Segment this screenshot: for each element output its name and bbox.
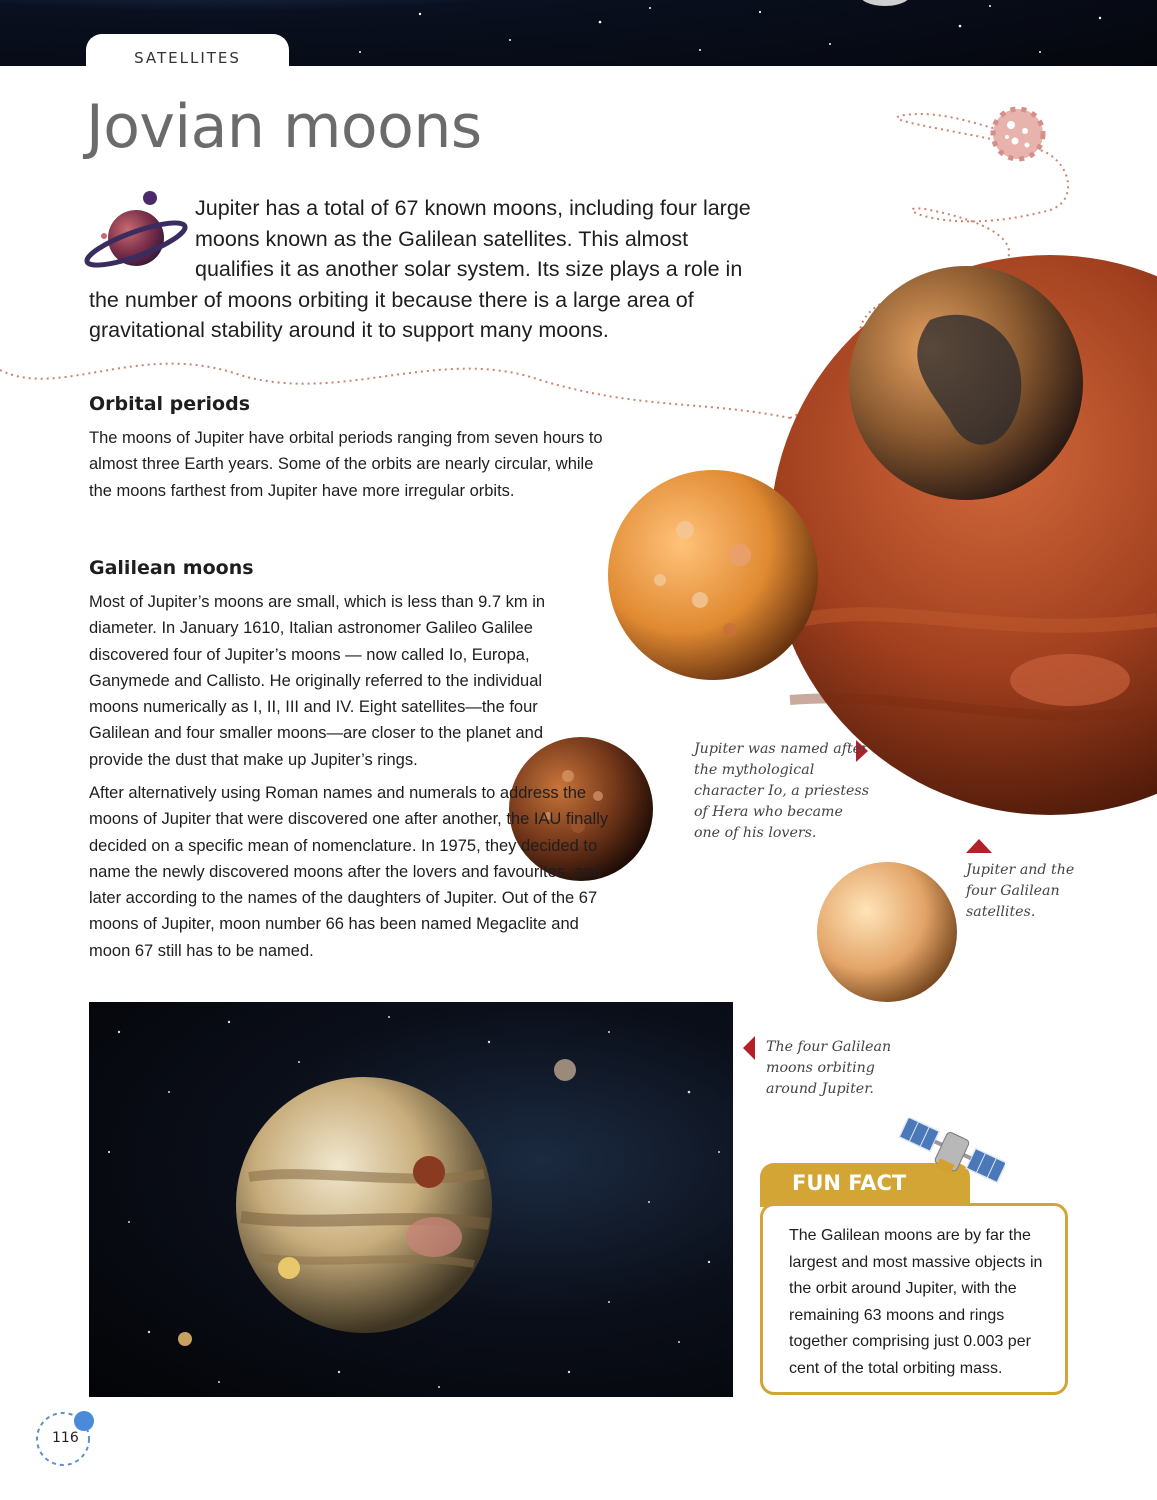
galilean-moons-paragraph-2-text: After alternatively using Roman names and numerals to address the moons of Jupiter that were discovered one after another, the IAU finally decided on a specific mean of nomenclature. In 1975, they decided to name the newly discovered moons after the lovers and favourites, and later according to the names of the daughters of Jupiter. Out of the 67 moons of Jupiter, moon number 66 has been named Megaclite and moon 67 still has to be named.: [89, 784, 609, 960]
jupiter-orbit-photo: [89, 1002, 733, 1397]
caption-marker-orbiting: [743, 1036, 755, 1060]
caption-galilean-satellites: Jupiter and the four Galilean satellites.: [966, 862, 1075, 920]
caption-marker-galilean-satellites: [966, 839, 992, 853]
fun-fact-text: The Galilean moons are by far the largest and most massive objects in the orbit around Jupiter, with the remaining 63 moons and rings together comprising just 0.003 per cent of the total orbiting mass.: [789, 1227, 1043, 1377]
orbital-periods-text: The moons of Jupiter have orbital periods ranging from seven hours to almost three Earth years. Some of the orbits are nearly circular, while the moons farthest from Jupiter have more irregular orbits.: [89, 429, 603, 500]
page-number: 116: [52, 1430, 79, 1446]
galilean-moons-heading: Galilean moons: [89, 557, 254, 579]
section-label: SATELLITES: [134, 49, 241, 67]
section-tab: [86, 34, 289, 68]
caption-io: Jupiter was named after the mythological character Io, a priestess of Hera who became one of his lovers.: [694, 741, 869, 841]
page-title: Jovian moons: [86, 92, 482, 162]
satellite-icon: [893, 1118, 1005, 1198]
fun-fact-label: FUN FACT: [792, 1171, 907, 1195]
orbital-periods-heading: Orbital periods: [89, 393, 250, 415]
intro-text: Jupiter has a total of 67 known moons, including four large moons known as the Galilean satellites. This almost qualifies it as another solar system. Its size plays a role in the number of moons orbiting it because there is a large area of gravitational stability around it to support many moons.: [89, 196, 751, 342]
galilean-moons-paragraph-2: [89, 780, 609, 964]
caption-orbiting: The four Galilean moons orbiting around Jupiter.: [766, 1039, 892, 1097]
jupiter-orbit-scene: [89, 1002, 733, 1397]
europa-illustration: [815, 862, 960, 1002]
galilean-moons-paragraph-1: Most of Jupiter’s moons are small, which is less than 9.7 km in diameter. In January 1610, Italian astronomer Galileo Galilee discovered four of Jupiter’s moons — now called Io, Europa, Ganymede and Callisto. He originally referred to the individual moons numerically as I, II, III and IV. Eight satellites—the four Galilean and four smaller moons—are closer to the planet and provide the dust that make up Jupiter’s rings.: [89, 593, 546, 769]
